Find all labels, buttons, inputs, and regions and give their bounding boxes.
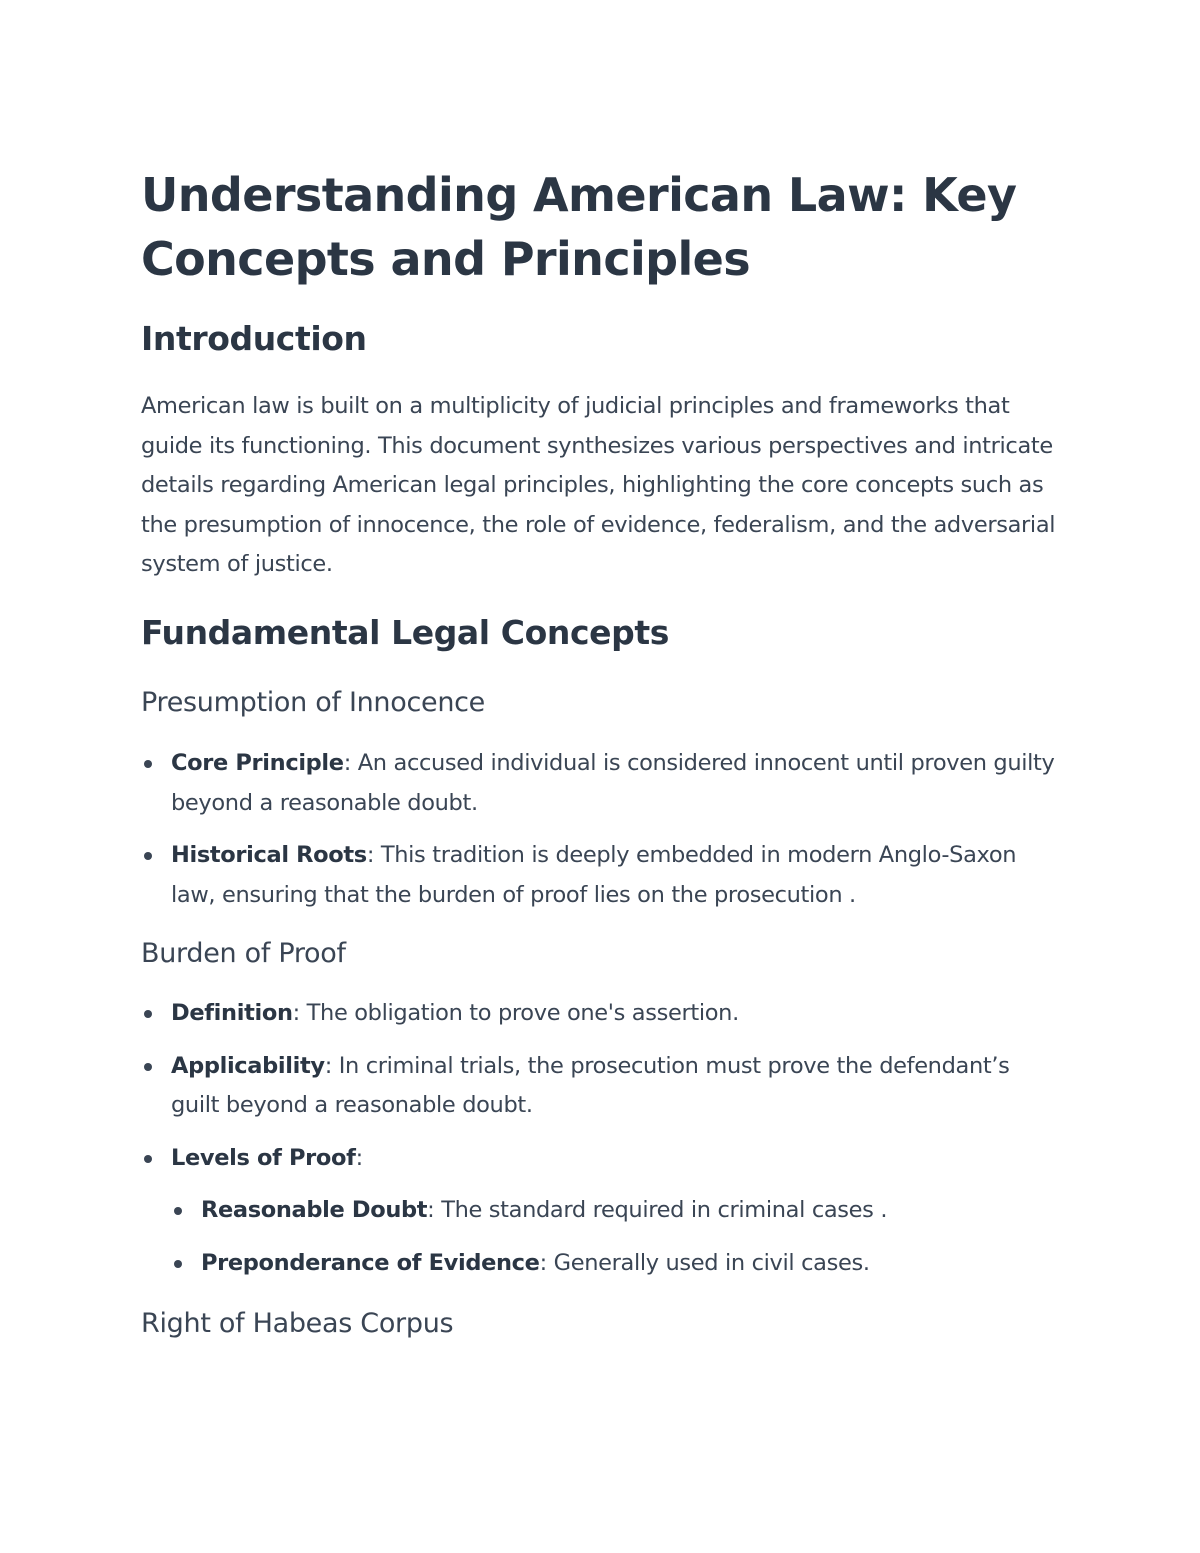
bullet-icon (144, 1010, 152, 1018)
bullet-text: : The obligation to prove one's assertion. (292, 1000, 739, 1026)
bullet-icon (144, 1063, 152, 1071)
bullet-text: : The standard required in criminal cases . (427, 1197, 888, 1224)
list-item (141, 1191, 1061, 1231)
bullet-term: Definition (171, 1000, 293, 1026)
document-title: Understanding American Law: Key Concepts and Principles (141, 168, 1017, 286)
presumption-bullet-list (141, 744, 1061, 928)
bullet-term: Levels of Proof (171, 1144, 356, 1171)
sub-bullet-icon (174, 1260, 182, 1268)
list-item (141, 1139, 1061, 1179)
bullet-text: : In criminal trials, the prosecution must prove the defendant’s guilt beyond a reasonable doubt. (171, 1052, 1010, 1119)
bullet-text: : An accused individual is considered innocent until proven guilty beyond a reasonable doubt. (171, 750, 1055, 816)
bullet-text: : This tradition is deeply embedded in modern Anglo-Saxon law, ensuring that the burden of proof lies on the prosecution . (171, 842, 1017, 908)
habeas-corpus-heading: Right of Habeas Corpus (141, 1308, 454, 1339)
burden-bullet-list (141, 994, 1061, 1297)
bullet-text: : Generally used in civil cases. (539, 1249, 870, 1276)
bullet-icon (144, 852, 152, 860)
presumption-of-innocence-heading: Presumption of Innocence (141, 687, 485, 718)
list-item (141, 994, 1061, 1034)
introduction-heading: Introduction (141, 319, 367, 358)
bullet-term: Applicability (171, 1052, 325, 1079)
list-item (141, 836, 1061, 915)
introduction-paragraph: American law is built on a multiplicity of judicial principles and frameworks that guide its functioning. This document synthesizes various perspectives and intricate details regarding American legal principles, highlighting the core concepts such as the presumption of innocence, the role of evidence, federalism, and the adversarial system of justice. (141, 393, 1056, 578)
bullet-icon (144, 1155, 152, 1163)
sub-bullet-icon (174, 1207, 182, 1215)
bullet-text: : (355, 1144, 363, 1171)
list-item (141, 1244, 1061, 1284)
bullet-term: Core Principle (171, 750, 344, 776)
bullet-term: Preponderance of Evidence (201, 1249, 540, 1276)
list-item (141, 1047, 1061, 1126)
burden-of-proof-heading: Burden of Proof (141, 938, 346, 969)
bullet-icon (144, 760, 152, 768)
bullet-term: Reasonable Doubt (201, 1197, 428, 1224)
list-item (141, 744, 1061, 823)
fundamental-concepts-heading: Fundamental Legal Concepts (141, 613, 669, 652)
bullet-term: Historical Roots (171, 842, 367, 869)
